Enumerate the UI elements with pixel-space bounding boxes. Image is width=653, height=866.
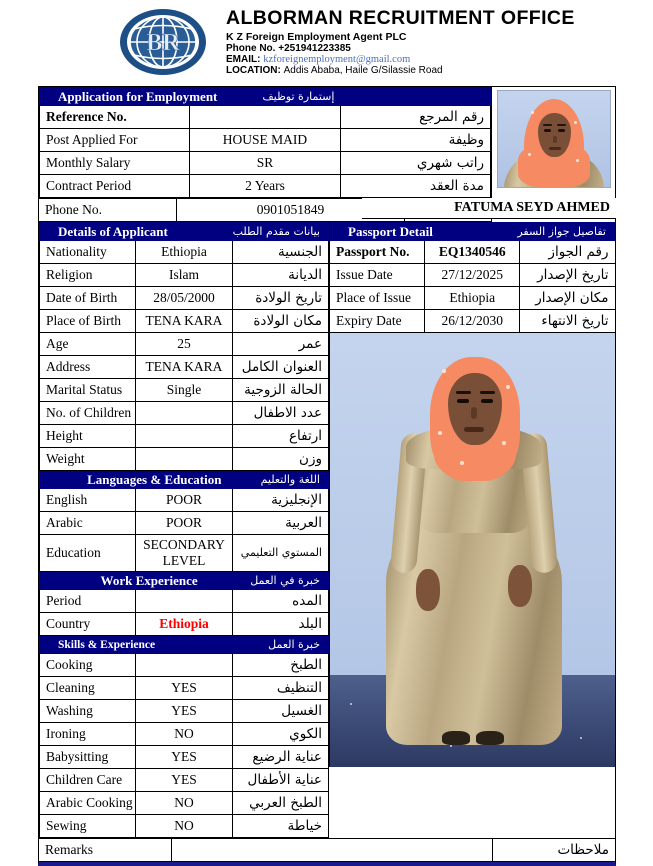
row-value-expiry-date[interactable]: 26/12/2030 — [425, 310, 520, 333]
row-value-passport-no[interactable]: EQ1340546 — [425, 241, 520, 264]
row-label-period: Period — [40, 590, 136, 613]
table-row — [40, 175, 491, 198]
row-label-ar-place-of-issue: مكان الإصدار — [520, 287, 615, 310]
row-value-age[interactable]: 25 — [136, 333, 232, 356]
row-label-issue-date: Issue Date — [330, 264, 425, 287]
row-label-ar-weight: وزن — [232, 448, 328, 471]
row-value-place-of-issue[interactable]: Ethiopia — [425, 287, 520, 310]
svg-text:BR: BR — [146, 30, 180, 56]
table-row — [40, 402, 329, 425]
row-value-contract-period[interactable]: 2 Years — [190, 175, 340, 198]
section-title-work: Work Experience — [100, 572, 198, 588]
row-value-ironing[interactable]: NO — [136, 723, 232, 746]
row-label-country: Country — [40, 613, 136, 636]
table-row — [40, 425, 329, 448]
section-header-application — [40, 88, 491, 106]
row-value-place-of-birth[interactable]: TENA KARA — [136, 310, 232, 333]
passport-photo-cell — [491, 87, 615, 198]
table-row — [40, 590, 329, 613]
top-band — [39, 87, 615, 198]
row-label-babysitting: Babysitting — [40, 746, 136, 769]
section-title-work-ar: خبرة في العمل — [250, 574, 320, 587]
phone-and-name-band — [39, 198, 615, 222]
table-row — [40, 129, 491, 152]
table-row — [40, 654, 329, 677]
location-label: LOCATION: — [226, 65, 281, 76]
row-value-arabic[interactable]: POOR — [136, 512, 232, 535]
row-label-reference-no: Reference No. — [40, 106, 190, 129]
section-title-languages-ar: اللغة والتعليم — [260, 473, 320, 486]
location-line — [226, 65, 443, 76]
row-label-marital-status: Marital Status — [40, 379, 136, 402]
row-label-english: English — [40, 489, 136, 512]
table-row — [40, 356, 329, 379]
row-label-washing: Washing — [40, 700, 136, 723]
application-section — [39, 87, 491, 198]
location-value: Addis Ababa, Haile G/Silassie Road — [283, 65, 443, 76]
row-label-remarks: Remarks — [39, 839, 172, 862]
row-label-cleaning: Cleaning — [40, 677, 136, 700]
table-row — [40, 310, 329, 333]
row-label-education: Education — [40, 535, 136, 572]
section-header-work — [40, 572, 329, 590]
table-row — [40, 815, 329, 838]
row-label-ar-height: ارتفاع — [232, 425, 328, 448]
email-label: EMAIL: — [226, 54, 261, 65]
row-label-ar-place-of-birth: مكان الولادة — [232, 310, 328, 333]
email-line — [226, 54, 410, 65]
table-row — [40, 700, 329, 723]
table-row — [40, 152, 491, 175]
row-label-ar-age: عمر — [232, 333, 328, 356]
row-label-ar-reference-no: رقم المرجع — [340, 106, 490, 129]
table-row — [40, 535, 329, 572]
section-title-application-ar: إستمارة توظيف — [262, 90, 335, 103]
row-value-arabic-cooking[interactable]: NO — [136, 792, 232, 815]
row-label-ar-children-care: عناية الأطفال — [232, 769, 328, 792]
row-label-date-of-birth: Date of Birth — [40, 287, 136, 310]
row-value-marital-status[interactable]: Single — [136, 379, 232, 402]
section-title-languages: Languages & Education — [87, 471, 222, 487]
section-title-application: Application for Employment — [58, 88, 218, 104]
row-value-address[interactable]: TENA KARA — [136, 356, 232, 379]
company-logo — [118, 8, 208, 76]
row-value-children-care[interactable]: YES — [136, 769, 232, 792]
row-label-contract-period: Contract Period — [40, 175, 190, 198]
document-header — [0, 0, 653, 82]
section-title-skills: Skills & Experience — [58, 638, 156, 651]
section-title-details-ar: بيانات مقدم الطلب — [232, 225, 320, 238]
table-row — [40, 106, 491, 129]
row-value-post-applied-for[interactable]: HOUSE MAID — [190, 129, 340, 152]
row-label-ar-passport-no: رقم الجواز — [520, 241, 615, 264]
section-header-passport — [330, 223, 615, 241]
section-header-skills — [40, 636, 329, 654]
email-value[interactable]: kzforeignemployment@gmail.com — [263, 54, 411, 65]
table-row — [40, 489, 329, 512]
row-label-no-of-children: No. of Children — [40, 402, 136, 425]
row-value-education[interactable]: SECONDARY LEVEL — [136, 535, 232, 572]
row-value-height[interactable] — [136, 425, 232, 448]
row-label-ar-cleaning: التنظيف — [232, 677, 328, 700]
row-label-ar-address: العنوان الكامل — [232, 356, 328, 379]
row-value-period[interactable] — [136, 590, 232, 613]
row-value-weight[interactable] — [136, 448, 232, 471]
row-label-ar-nationality: الجنسية — [232, 241, 328, 264]
section-header-details — [40, 223, 329, 241]
row-label-ar-post-applied-for: وظيفة — [340, 129, 490, 152]
table-row — [40, 512, 329, 535]
row-value-sewing[interactable]: NO — [136, 815, 232, 838]
row-value-remarks[interactable] — [172, 839, 493, 862]
section-title-passport: Passport Detail — [348, 223, 433, 239]
table-row — [39, 839, 615, 862]
row-value-country[interactable]: Ethiopia — [136, 613, 232, 636]
row-label-ar-ironing: الكوي — [232, 723, 328, 746]
remarks-section — [39, 838, 615, 862]
row-value-babysitting[interactable]: YES — [136, 746, 232, 769]
row-label-ar-babysitting: عناية الرضيع — [232, 746, 328, 769]
row-label-ar-monthly-salary: راتب شهري — [340, 152, 490, 175]
company-title: ALBORMAN RECRUITMENT OFFICE — [226, 7, 575, 29]
row-label-ar-sewing: خياطة — [232, 815, 328, 838]
table-row — [40, 333, 329, 356]
row-label-age: Age — [40, 333, 136, 356]
row-label-expiry-date: Expiry Date — [330, 310, 425, 333]
applicant-passport-photo — [497, 90, 611, 188]
row-label-ar-arabic: العربية — [232, 512, 328, 535]
employment-application-form — [38, 86, 616, 866]
row-label-ar-arabic-cooking: الطبخ العربي — [232, 792, 328, 815]
row-label-ar-washing: الغسيل — [232, 700, 328, 723]
row-label-ar-cooking: الطبخ — [232, 654, 328, 677]
phone-line — [226, 43, 351, 54]
table-row — [40, 769, 329, 792]
section-title-passport-ar: تفاصيل جواز السفر — [517, 225, 606, 238]
row-value-issue-date[interactable]: 27/12/2025 — [425, 264, 520, 287]
row-label-address: Address — [40, 356, 136, 379]
right-column — [329, 222, 615, 767]
applicant-name: FATUMA SEYD AHMED — [362, 198, 616, 219]
name-cell — [454, 198, 615, 222]
row-label-place-of-issue: Place of Issue — [330, 287, 425, 310]
row-label-ar-period: المده — [232, 590, 328, 613]
row-label-ar-remarks: ملاحظات — [493, 839, 616, 862]
section-title-skills-ar: خبرة العمل — [268, 638, 320, 651]
row-label-religion: Religion — [40, 264, 136, 287]
row-label-ar-english: الإنجليزية — [232, 489, 328, 512]
row-value-monthly-salary[interactable]: SR — [190, 152, 340, 175]
row-value-nationality[interactable]: Ethiopia — [136, 241, 232, 264]
row-value-reference-no[interactable] — [190, 106, 340, 129]
row-label-ar-no-of-children: عدد الاطفال — [232, 402, 328, 425]
row-label-arabic-cooking: Arabic Cooking — [40, 792, 136, 815]
row-label-ar-country: البلد — [232, 613, 328, 636]
row-label-children-care: Children Care — [40, 769, 136, 792]
row-label-ar-religion: الديانة — [232, 264, 328, 287]
applicant-full-body-photo — [330, 333, 615, 767]
row-label-phone-no: Phone No. — [39, 199, 177, 222]
row-value-cleaning[interactable]: YES — [136, 677, 232, 700]
table-row — [40, 287, 329, 310]
table-row — [330, 241, 615, 264]
row-label-ar-issue-date: تاريخ الإصدار — [520, 264, 615, 287]
table-row — [330, 287, 615, 310]
row-label-arabic: Arabic — [40, 512, 136, 535]
row-value-washing[interactable]: YES — [136, 700, 232, 723]
table-row — [40, 723, 329, 746]
table-row — [40, 746, 329, 769]
section-header-languages — [40, 471, 329, 489]
row-label-ar-marital-status: الحالة الزوجية — [232, 379, 328, 402]
table-row — [330, 264, 615, 287]
row-value-cooking[interactable] — [136, 654, 232, 677]
row-label-cooking: Cooking — [40, 654, 136, 677]
table-row — [40, 613, 329, 636]
table-row — [40, 448, 329, 471]
row-value-date-of-birth[interactable]: 28/05/2000 — [136, 287, 232, 310]
row-label-sewing: Sewing — [40, 815, 136, 838]
table-row — [40, 379, 329, 402]
row-label-weight: Weight — [40, 448, 136, 471]
row-label-place-of-birth: Place of Birth — [40, 310, 136, 333]
row-label-ironing: Ironing — [40, 723, 136, 746]
row-label-nationality: Nationality — [40, 241, 136, 264]
table-row — [40, 264, 329, 287]
row-label-ar-date-of-birth: تاريخ الولادة — [232, 287, 328, 310]
row-value-religion[interactable]: Islam — [136, 264, 232, 287]
table-row — [40, 241, 329, 264]
row-label-ar-education: المستوي التعليمي — [232, 535, 328, 572]
row-value-english[interactable]: POOR — [136, 489, 232, 512]
phone-value: +251941223385 — [278, 43, 351, 54]
row-value-no-of-children[interactable] — [136, 402, 232, 425]
mid-band — [39, 222, 615, 838]
row-label-ar-contract-period: مدة العقد — [340, 175, 490, 198]
agent-line: K Z Foreign Employment Agent PLC — [226, 31, 407, 43]
table-row — [40, 792, 329, 815]
section-title-details: Details of Applicant — [58, 223, 168, 239]
row-label-height: Height — [40, 425, 136, 448]
table-row — [330, 310, 615, 333]
table-row — [40, 677, 329, 700]
phone-label: Phone No. — [226, 43, 276, 54]
row-value-phone-no[interactable]: 0901051849 — [177, 199, 405, 222]
row-label-monthly-salary: Monthly Salary — [40, 152, 190, 175]
row-label-ar-expiry-date: تاريخ الانتهاء — [520, 310, 615, 333]
left-column — [39, 222, 329, 838]
row-label-post-applied-for: Post Applied For — [40, 129, 190, 152]
row-label-passport-no: Passport No. — [330, 241, 425, 264]
